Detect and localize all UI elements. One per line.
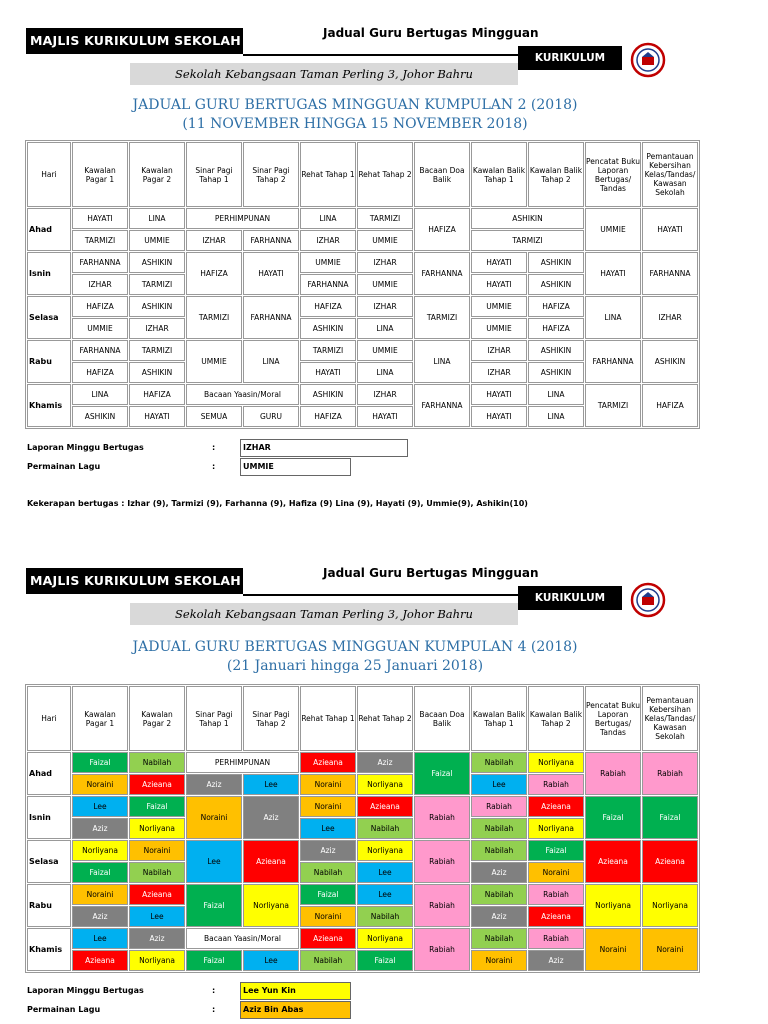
duty-cell: Lee	[72, 796, 128, 817]
duty-cell: Rabiah	[528, 774, 584, 795]
duty-cell: FARHANNA	[72, 340, 128, 361]
table-row	[27, 252, 698, 273]
frequency-note: Kekerapan bertugas : Izhar (9), Tarmizi (9), Farhanna (9), Hafiza (9) Lina (9), Hayati (9), Ummie(9), Ashikin(10)	[27, 499, 528, 508]
duty-cell: TARMIZI	[129, 274, 185, 295]
duty-cell: UMMIE	[72, 318, 128, 339]
report-colon: :	[212, 986, 216, 995]
duty-cell: Rabiah	[585, 752, 641, 795]
duty-cell: ASHIKIN	[129, 296, 185, 317]
duty-cell: SEMUA	[186, 406, 242, 427]
duty-cell: Aziz	[471, 862, 527, 883]
duty-cell: FARHANNA	[300, 274, 356, 295]
duty-cell: UMMIE	[300, 252, 356, 273]
duty-cell: ASHIKIN	[642, 340, 698, 383]
duty-cell: ASHIKIN	[528, 340, 584, 361]
duty-cell: Faizal	[129, 796, 185, 817]
duty-cell: Nabilah	[471, 818, 527, 839]
department-label: KURIKULUM	[518, 46, 622, 70]
duty-cell: IZHAR	[357, 296, 413, 317]
table-row	[27, 384, 698, 405]
department-label: KURIKULUM	[518, 586, 622, 610]
duty-cell: Lee	[357, 884, 413, 905]
duty-cell: Rabiah	[414, 796, 470, 839]
section1-title: JADUAL GURU BERTUGAS MINGGUAN KUMPULAN 2 (2018)	[132, 97, 578, 113]
duty-cell: HAFIZA	[300, 296, 356, 317]
duty-cell: IZHAR	[471, 362, 527, 383]
duty-cell: Aziz	[357, 752, 413, 773]
duty-cell: HAFIZA	[414, 208, 470, 251]
duty-table-2	[25, 684, 700, 973]
table-row	[27, 796, 698, 817]
duty-cell: IZHAR	[357, 384, 413, 405]
duty-cell: Nabilah	[357, 818, 413, 839]
duty-cell: UMMIE	[357, 274, 413, 295]
duty-cell: ASHIKIN	[300, 318, 356, 339]
duty-cell: UMMIE	[129, 230, 185, 251]
duty-cell: ASHIKIN	[528, 252, 584, 273]
duty-cell: IZHAR	[129, 318, 185, 339]
duty-cell: Aziz	[243, 796, 299, 839]
duty-cell: TARMIZI	[129, 340, 185, 361]
duty-cell: TARMIZI	[471, 230, 584, 251]
column-header: Kawalan Balik Tahap 2	[528, 142, 584, 207]
duty-cell: HAFIZA	[300, 406, 356, 427]
duty-cell: LINA	[528, 384, 584, 405]
doc-title: Jadual Guru Bertugas Mingguan	[323, 26, 539, 40]
duty-cell: LINA	[585, 296, 641, 339]
duty-cell: Azieana	[72, 950, 128, 971]
column-header: Kawalan Pagar 1	[72, 686, 128, 751]
duty-cell: FARHANNA	[243, 230, 299, 251]
duty-cell: Lee	[243, 950, 299, 971]
header-row	[27, 142, 698, 207]
duty-cell: Azieana	[300, 752, 356, 773]
column-header: Kawalan Balik Tahap 1	[471, 686, 527, 751]
day-cell: Ahad	[27, 208, 71, 251]
column-header: Hari	[27, 686, 71, 751]
song-colon: :	[212, 1005, 216, 1014]
duty-cell: IZHAR	[300, 230, 356, 251]
duty-cell: Nabilah	[357, 906, 413, 927]
section2-subtitle: (21 Januari hingga 25 Januari 2018)	[226, 658, 484, 674]
duty-cell: GURU	[243, 406, 299, 427]
duty-cell: Nabilah	[129, 862, 185, 883]
duty-cell: LINA	[528, 406, 584, 427]
duty-cell: TARMIZI	[414, 296, 470, 339]
duty-cell: HAFIZA	[129, 384, 185, 405]
duty-cell: HAYATI	[471, 384, 527, 405]
duty-cell: Norliyana	[357, 774, 413, 795]
school-logo-icon	[630, 582, 666, 618]
day-cell: Khamis	[27, 384, 71, 427]
duty-cell: LINA	[243, 340, 299, 383]
duty-cell: Azieana	[357, 796, 413, 817]
column-header: Rehat Tahap 2	[357, 686, 413, 751]
duty-cell: Nabilah	[471, 840, 527, 861]
day-cell: Rabu	[27, 340, 71, 383]
duty-cell: Faizal	[642, 796, 698, 839]
duty-cell: Aziz	[528, 950, 584, 971]
column-header: Pencatat Buku Laporan Bertugas/ Tandas	[585, 686, 641, 751]
duty-cell: TARMIZI	[186, 296, 242, 339]
duty-cell: Rabiah	[528, 928, 584, 949]
song-label: Permainan Lagu	[27, 1005, 101, 1014]
divider	[243, 594, 518, 596]
song-label: Permainan Lagu	[27, 462, 101, 471]
duty-cell: HAFIZA	[528, 318, 584, 339]
duty-cell: Lee	[243, 774, 299, 795]
table-row	[27, 884, 698, 905]
duty-cell: FARHANNA	[414, 252, 470, 295]
duty-cell: Norliyana	[585, 884, 641, 927]
duty-cell: Noraini	[129, 840, 185, 861]
column-header: Sinar Pagi Tahap 1	[186, 142, 242, 207]
duty-cell: HAYATI	[471, 274, 527, 295]
duty-cell: Noraini	[642, 928, 698, 971]
duty-cell: Noraini	[300, 774, 356, 795]
duty-cell: FARHANNA	[243, 296, 299, 339]
duty-cell: Faizal	[528, 840, 584, 861]
section1-subtitle: (11 NOVEMBER HINGGA 15 NOVEMBER 2018)	[182, 116, 528, 132]
duty-cell: Noraini	[72, 774, 128, 795]
duty-cell: Noraini	[300, 796, 356, 817]
assembly-cell: PERHIMPUNAN	[186, 208, 299, 229]
duty-cell: Azieana	[642, 840, 698, 883]
column-header: Pencatat Buku Laporan Bertugas/ Tandas	[585, 142, 641, 207]
duty-cell: Nabilah	[300, 950, 356, 971]
duty-cell: Lee	[300, 818, 356, 839]
section2-title: JADUAL GURU BERTUGAS MINGGUAN KUMPULAN 4 (2018)	[132, 639, 578, 655]
column-header: Sinar Pagi Tahap 1	[186, 686, 242, 751]
duty-cell: HAYATI	[471, 252, 527, 273]
duty-cell: Azieana	[129, 884, 185, 905]
duty-cell: UMMIE	[186, 340, 242, 383]
divider	[243, 54, 518, 56]
duty-cell: HAYATI	[129, 406, 185, 427]
day-cell: Selasa	[27, 840, 71, 883]
day-cell: Ahad	[27, 752, 71, 795]
day-cell: Khamis	[27, 928, 71, 971]
duty-cell: Azieana	[528, 796, 584, 817]
duty-cell: Rabiah	[414, 884, 470, 927]
duty-cell: Azieana	[243, 840, 299, 883]
duty-cell: LINA	[129, 208, 185, 229]
song-value: Aziz Bin Abas	[240, 1001, 351, 1019]
duty-cell: Norliyana	[357, 928, 413, 949]
column-header: Hari	[27, 142, 71, 207]
duty-cell: TARMIZI	[72, 230, 128, 251]
duty-cell: HAYATI	[72, 208, 128, 229]
duty-cell: Faizal	[72, 862, 128, 883]
duty-cell: UMMIE	[471, 318, 527, 339]
duty-cell: Lee	[357, 862, 413, 883]
duty-cell: IZHAR	[471, 340, 527, 361]
duty-cell: HAFIZA	[642, 384, 698, 427]
table-row	[27, 840, 698, 861]
duty-cell: Azieana	[129, 774, 185, 795]
duty-cell: TARMIZI	[585, 384, 641, 427]
duty-cell: UMMIE	[585, 208, 641, 251]
column-header: Rehat Tahap 1	[300, 686, 356, 751]
duty-cell: FARHANNA	[72, 252, 128, 273]
duty-cell: Nabilah	[300, 862, 356, 883]
school-logo-icon	[630, 42, 666, 78]
duty-cell: ASHIKIN	[528, 274, 584, 295]
duty-cell: Faizal	[585, 796, 641, 839]
duty-cell: Lee	[186, 840, 242, 883]
duty-cell: TARMIZI	[300, 340, 356, 361]
duty-cell: Faizal	[300, 884, 356, 905]
column-header: Kawalan Pagar 1	[72, 142, 128, 207]
duty-cell: LINA	[414, 340, 470, 383]
doc-title: Jadual Guru Bertugas Mingguan	[323, 566, 539, 580]
day-cell: Isnin	[27, 796, 71, 839]
duty-cell: HAFIZA	[186, 252, 242, 295]
duty-cell: UMMIE	[471, 296, 527, 317]
duty-cell: HAYATI	[585, 252, 641, 295]
duty-cell: HAFIZA	[72, 362, 128, 383]
duty-cell: UMMIE	[357, 340, 413, 361]
column-header: Kawalan Balik Tahap 2	[528, 686, 584, 751]
duty-cell: Faizal	[186, 884, 242, 927]
duty-cell: FARHANNA	[414, 384, 470, 427]
duty-cell: Norliyana	[243, 884, 299, 927]
table-row	[27, 752, 698, 773]
duty-cell: IZHAR	[72, 274, 128, 295]
duty-cell: Nabilah	[471, 928, 527, 949]
report-value: IZHAR	[240, 439, 408, 457]
column-header: Sinar Pagi Tahap 2	[243, 686, 299, 751]
duty-table-1	[25, 140, 700, 429]
column-header: Rehat Tahap 2	[357, 142, 413, 207]
table-row	[27, 340, 698, 361]
council-label: MAJLIS KURIKULUM SEKOLAH	[26, 28, 243, 54]
school-name: Sekolah Kebangsaan Taman Perling 3, Johor Bahru	[130, 63, 518, 85]
duty-cell: LINA	[357, 318, 413, 339]
duty-cell: ASHIKIN	[528, 362, 584, 383]
duty-cell: Lee	[129, 906, 185, 927]
header-row	[27, 686, 698, 751]
school-name: Sekolah Kebangsaan Taman Perling 3, Johor Bahru	[130, 603, 518, 625]
table-row	[27, 296, 698, 317]
duty-cell: Norliyana	[528, 818, 584, 839]
duty-cell: ASHIKIN	[300, 384, 356, 405]
duty-cell: HAFIZA	[528, 296, 584, 317]
duty-cell: Azieana	[585, 840, 641, 883]
duty-cell: HAYATI	[642, 208, 698, 251]
duty-cell: Faizal	[72, 752, 128, 773]
duty-cell: Nabilah	[471, 752, 527, 773]
duty-cell: Noraini	[72, 884, 128, 905]
duty-cell: Rabiah	[414, 840, 470, 883]
duty-cell: UMMIE	[357, 230, 413, 251]
report-label: Laporan Minggu Bertugas	[27, 986, 144, 995]
column-header: Kawalan Pagar 2	[129, 686, 185, 751]
column-header: Sinar Pagi Tahap 2	[243, 142, 299, 207]
day-cell: Selasa	[27, 296, 71, 339]
duty-cell: Norliyana	[357, 840, 413, 861]
duty-cell: Nabilah	[129, 752, 185, 773]
duty-cell: Lee	[72, 928, 128, 949]
column-header: Rehat Tahap 1	[300, 142, 356, 207]
duty-cell: ASHIKIN	[72, 406, 128, 427]
duty-cell: Norliyana	[129, 950, 185, 971]
duty-cell: LINA	[357, 362, 413, 383]
table-row	[27, 928, 698, 949]
duty-cell: ASHIKIN	[129, 252, 185, 273]
duty-cell: HAYATI	[357, 406, 413, 427]
column-header: Kawalan Pagar 2	[129, 142, 185, 207]
duty-cell: Nabilah	[471, 884, 527, 905]
duty-cell: HAYATI	[471, 406, 527, 427]
duty-cell: Aziz	[129, 928, 185, 949]
duty-cell: Noraini	[186, 796, 242, 839]
day-cell: Isnin	[27, 252, 71, 295]
duty-cell: Norliyana	[642, 884, 698, 927]
duty-cell: Aziz	[72, 906, 128, 927]
duty-cell: Aziz	[300, 840, 356, 861]
duty-cell: Faizal	[414, 752, 470, 795]
column-header: Bacaan Doa Balik	[414, 142, 470, 207]
song-colon: :	[212, 462, 216, 471]
duty-cell: Noraini	[300, 906, 356, 927]
song-value: UMMIE	[240, 458, 351, 476]
duty-cell: ASHIKIN	[471, 208, 584, 229]
column-header: Kawalan Balik Tahap 1	[471, 142, 527, 207]
duty-cell: HAFIZA	[72, 296, 128, 317]
duty-cell: Noraini	[585, 928, 641, 971]
assembly-cell: Bacaan Yaasin/Moral	[186, 384, 299, 405]
duty-cell: Azieana	[300, 928, 356, 949]
duty-cell: Noraini	[471, 950, 527, 971]
duty-cell: Azieana	[528, 906, 584, 927]
report-value: Lee Yun Kin	[240, 982, 351, 1000]
duty-cell: FARHANNA	[585, 340, 641, 383]
report-label: Laporan Minggu Bertugas	[27, 443, 144, 452]
council-label: MAJLIS KURIKULUM SEKOLAH	[26, 568, 243, 594]
duty-cell: Faizal	[186, 950, 242, 971]
duty-cell: Rabiah	[528, 884, 584, 905]
duty-cell: Aziz	[72, 818, 128, 839]
assembly-cell: PERHIMPUNAN	[186, 752, 299, 773]
assembly-cell: Bacaan Yaasin/Moral	[186, 928, 299, 949]
report-colon: :	[212, 443, 216, 452]
duty-cell: Norliyana	[72, 840, 128, 861]
table-row	[27, 208, 698, 229]
duty-cell: Rabiah	[642, 752, 698, 795]
duty-cell: HAYATI	[300, 362, 356, 383]
duty-cell: Noraini	[528, 862, 584, 883]
duty-cell: TARMIZI	[357, 208, 413, 229]
column-header: Pemantauan Kebersihan Kelas/Tandas/ Kawasan Sekolah	[642, 142, 698, 207]
duty-cell: LINA	[72, 384, 128, 405]
duty-cell: Norliyana	[129, 818, 185, 839]
duty-cell: Rabiah	[471, 796, 527, 817]
duty-cell: HAYATI	[243, 252, 299, 295]
duty-cell: Lee	[471, 774, 527, 795]
duty-cell: Rabiah	[414, 928, 470, 971]
duty-cell: ASHIKIN	[129, 362, 185, 383]
duty-cell: FARHANNA	[642, 252, 698, 295]
day-cell: Rabu	[27, 884, 71, 927]
duty-cell: IZHAR	[186, 230, 242, 251]
duty-cell: Aziz	[186, 774, 242, 795]
duty-cell: Norliyana	[528, 752, 584, 773]
duty-cell: IZHAR	[357, 252, 413, 273]
duty-cell: Faizal	[357, 950, 413, 971]
column-header: Pemantauan Kebersihan Kelas/Tandas/ Kawasan Sekolah	[642, 686, 698, 751]
duty-cell: Aziz	[471, 906, 527, 927]
column-header: Bacaan Doa Balik	[414, 686, 470, 751]
duty-cell: IZHAR	[642, 296, 698, 339]
duty-cell: LINA	[300, 208, 356, 229]
